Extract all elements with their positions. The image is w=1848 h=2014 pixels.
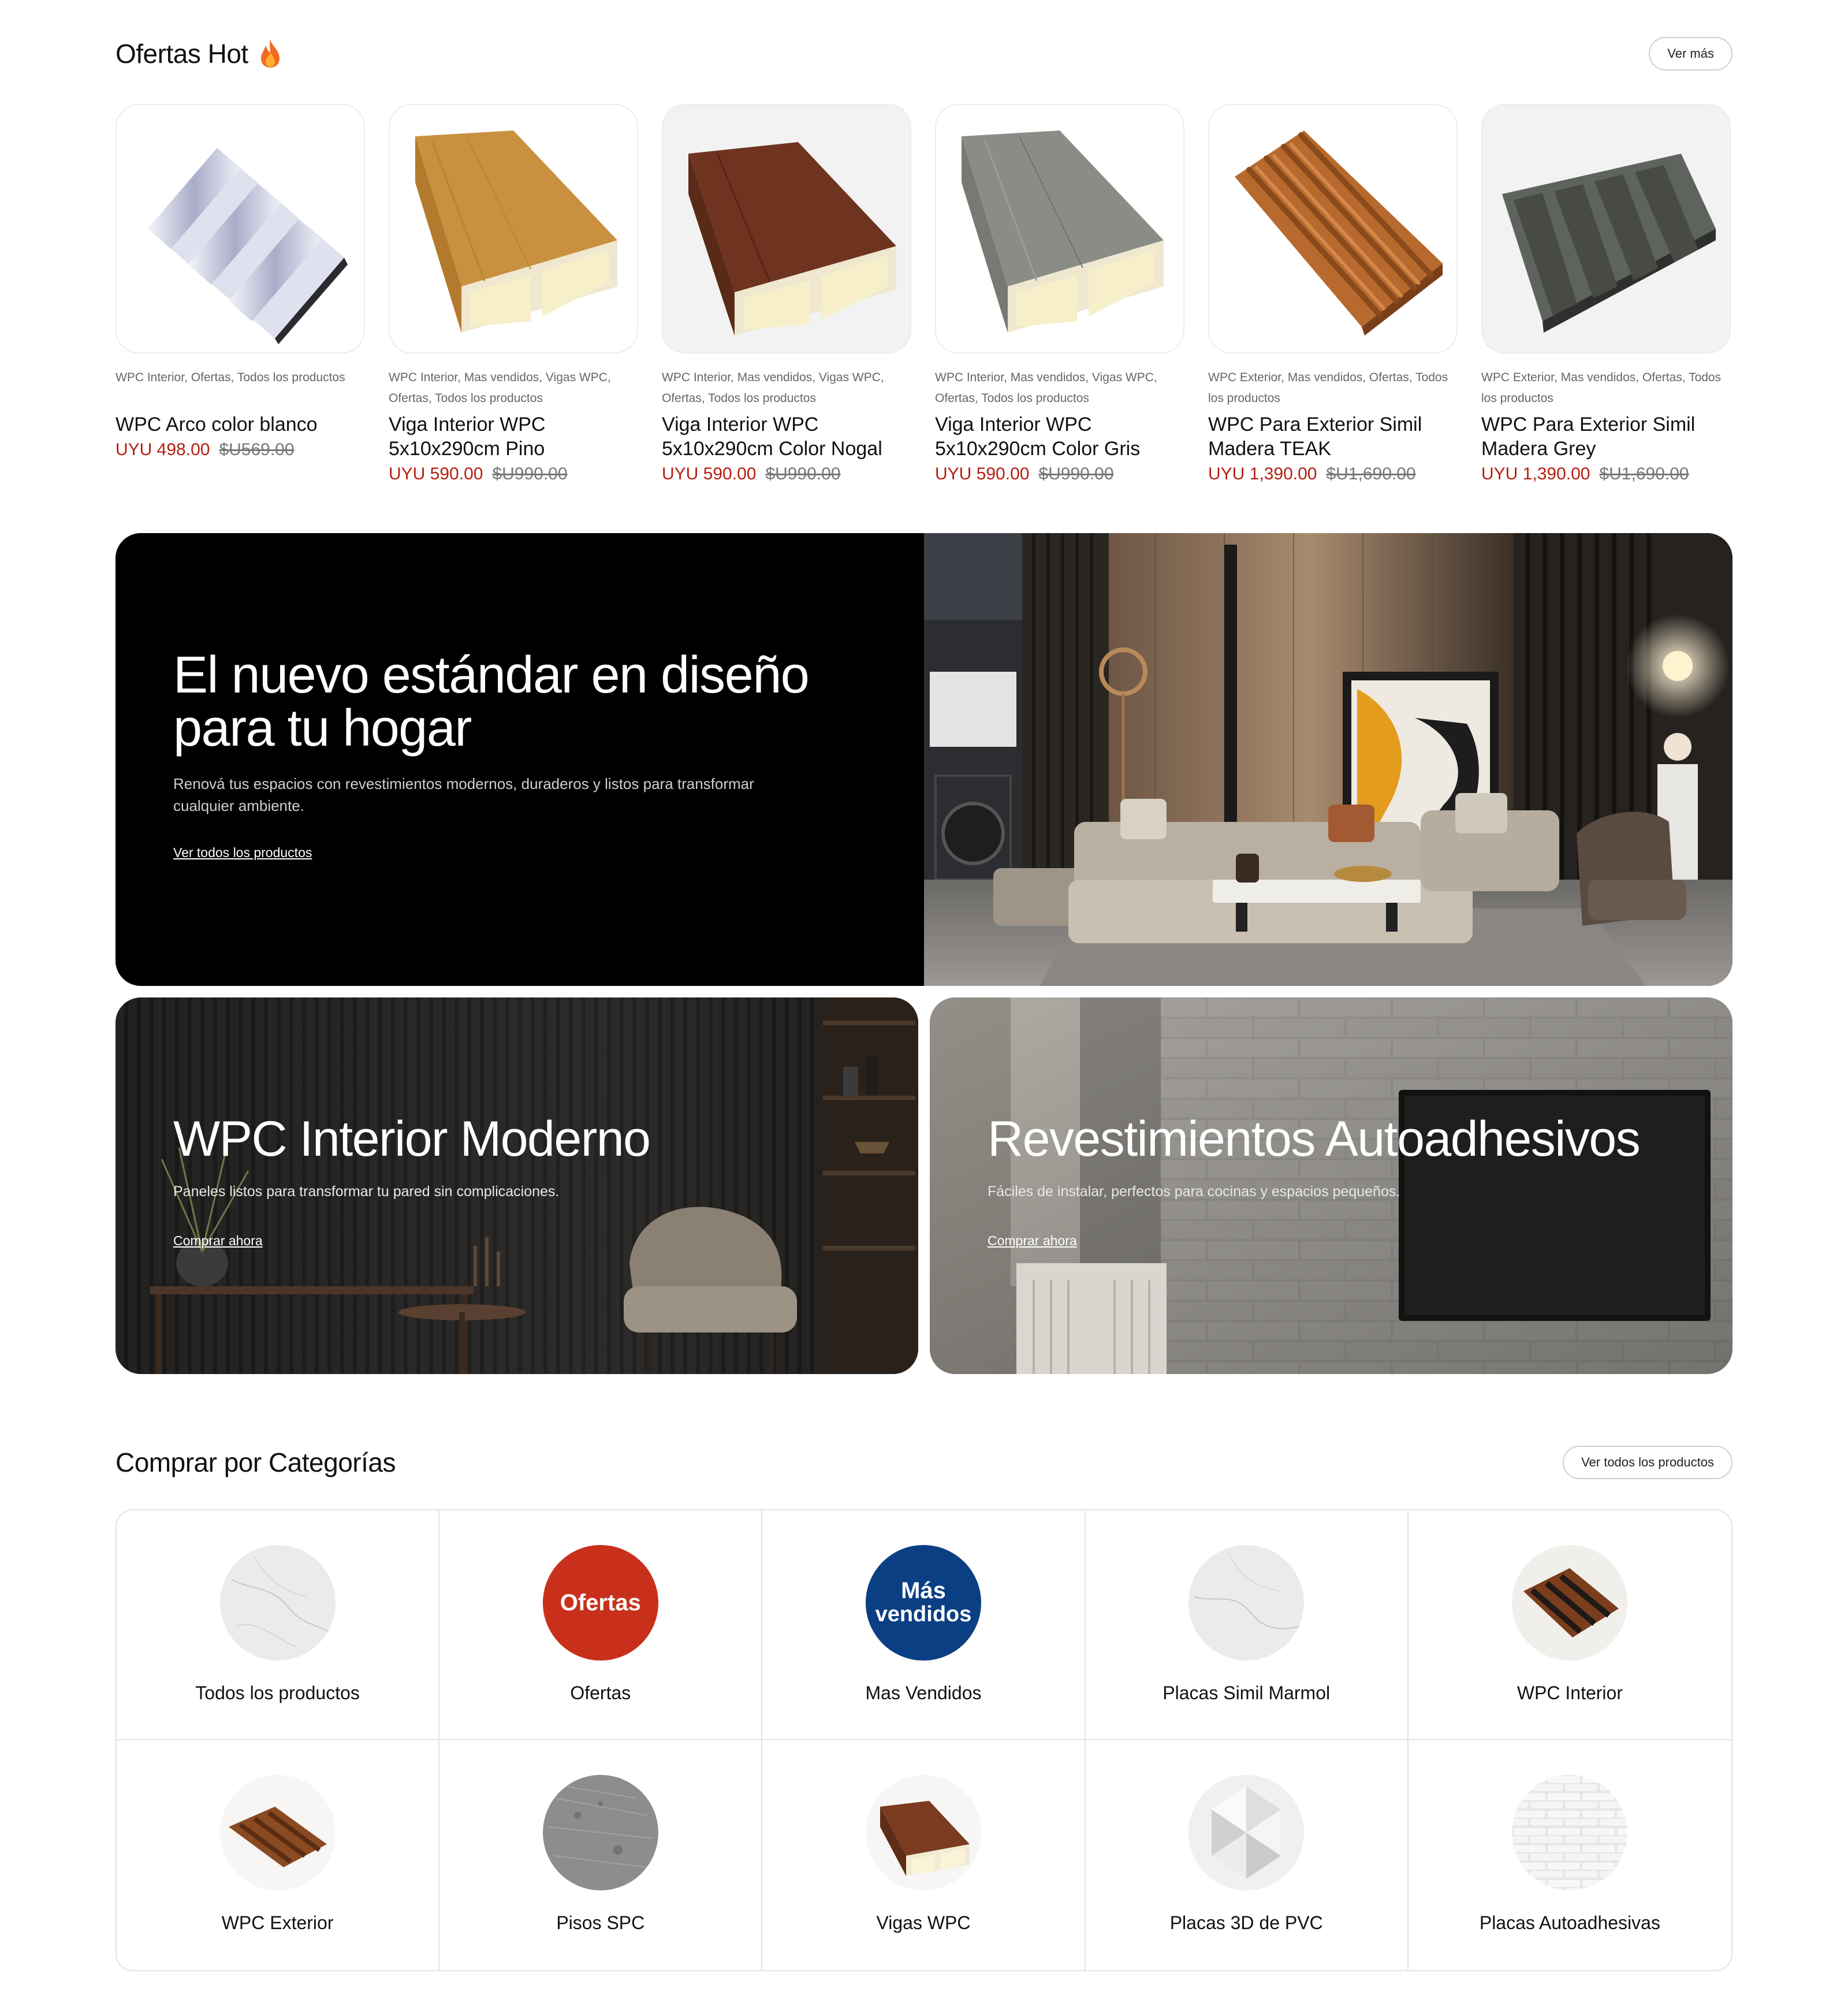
living-room-image bbox=[924, 533, 1732, 986]
category-image bbox=[1512, 1545, 1627, 1661]
original-price: $U1,690.00 bbox=[1599, 464, 1689, 483]
category-label: Placas Autoadhesivas bbox=[1479, 1912, 1660, 1933]
product-price bbox=[389, 462, 638, 486]
3d-geometric-panel-icon bbox=[1188, 1775, 1304, 1890]
category-image bbox=[543, 1775, 658, 1890]
category-label: Todos los productos bbox=[195, 1682, 360, 1703]
shop-now-link[interactable]: Comprar ahora bbox=[173, 1233, 263, 1248]
product-price bbox=[1208, 462, 1458, 486]
promo-subtitle: Paneles listos para transformar tu pared sin complicaciones. bbox=[173, 1183, 560, 1200]
category-label: Placas Simil Marmol bbox=[1163, 1682, 1331, 1703]
promo-title: WPC Interior Moderno bbox=[173, 1111, 650, 1167]
sale-price: UYU 590.00 bbox=[662, 464, 757, 483]
product-price bbox=[1481, 462, 1731, 486]
original-price: $U990.00 bbox=[492, 464, 568, 483]
mas-vendidos-badge-line2: vendidos bbox=[875, 1602, 972, 1626]
category-image bbox=[543, 1545, 658, 1661]
walnut-beam-icon bbox=[671, 113, 902, 344]
category-image bbox=[866, 1545, 981, 1661]
category-label: Mas Vendidos bbox=[865, 1682, 982, 1703]
grey-beam-icon bbox=[944, 113, 1175, 344]
original-price: $U1,690.00 bbox=[1326, 464, 1416, 483]
category-placas-autoadhesivas[interactable] bbox=[1409, 1740, 1731, 1970]
category-image bbox=[1188, 1545, 1304, 1661]
original-price: $U569.00 bbox=[219, 440, 295, 459]
category-image bbox=[1512, 1775, 1627, 1890]
beam-icon bbox=[866, 1775, 981, 1890]
category-image bbox=[1188, 1775, 1304, 1890]
hero-subtitle: Renová tus espacios con revestimientos modernos, duraderos y listos para transformar cualquier ambiente. bbox=[173, 775, 754, 814]
white-brick-icon bbox=[1512, 1775, 1627, 1890]
category-label: Placas 3D de PVC bbox=[1169, 1912, 1323, 1933]
product-categories: WPC Exterior, Mas vendidos, Ofertas, Todos los productos bbox=[1208, 371, 1448, 405]
hero-text-panel bbox=[116, 533, 924, 986]
category-label: Pisos SPC bbox=[556, 1912, 645, 1933]
view-more-button[interactable]: Ver más bbox=[1649, 37, 1732, 70]
product-categories: WPC Interior, Mas vendidos, Vigas WPC, Ofertas, Todos los productos bbox=[389, 371, 611, 405]
wpc-exterior-panel-icon bbox=[220, 1775, 336, 1890]
product-card[interactable] bbox=[1481, 104, 1731, 486]
product-image[interactable] bbox=[662, 104, 911, 353]
category-placas-3d-pvc[interactable] bbox=[1086, 1740, 1409, 1970]
product-name[interactable]: WPC Para Exterior Simil Madera Grey bbox=[1481, 414, 1696, 460]
promo-card-wpc-interior[interactable] bbox=[116, 997, 918, 1374]
mas-vendidos-badge-line1: Más bbox=[901, 1578, 946, 1603]
category-wpc-exterior[interactable] bbox=[117, 1740, 439, 1970]
category-pisos-spc[interactable] bbox=[439, 1740, 762, 1970]
category-label: Ofertas bbox=[570, 1682, 631, 1703]
product-card[interactable] bbox=[662, 104, 911, 486]
sale-price: UYU 1,390.00 bbox=[1481, 464, 1590, 483]
category-label: WPC Exterior bbox=[221, 1912, 334, 1933]
category-placas-simil-marmol[interactable] bbox=[1086, 1510, 1409, 1740]
category-mas-vendidos[interactable] bbox=[762, 1510, 1085, 1740]
shop-now-link[interactable]: Comprar ahora bbox=[988, 1233, 1077, 1248]
product-card[interactable] bbox=[116, 104, 365, 486]
category-label: WPC Interior bbox=[1517, 1682, 1623, 1703]
categories-title: Comprar por Categorías bbox=[116, 1447, 396, 1477]
sale-price: UYU 590.00 bbox=[935, 464, 1030, 483]
ofertas-badge-text: Ofertas bbox=[560, 1589, 641, 1615]
wpc-interior-panel-icon bbox=[1512, 1545, 1627, 1661]
product-name[interactable]: WPC Arco color blanco bbox=[116, 414, 318, 435]
hot-offers-header bbox=[116, 37, 1732, 70]
view-all-products-button[interactable]: Ver todos los productos bbox=[1563, 1446, 1732, 1479]
product-name[interactable]: Viga Interior WPC 5x10x290cm Pino bbox=[389, 414, 546, 460]
product-categories: WPC Interior, Mas vendidos, Vigas WPC, Ofertas, Todos los productos bbox=[662, 371, 884, 405]
category-wpc-interior[interactable] bbox=[1409, 1510, 1731, 1740]
sale-price: UYU 1,390.00 bbox=[1208, 464, 1317, 483]
product-price bbox=[935, 462, 1184, 486]
view-all-products-link[interactable]: Ver todos los productos bbox=[173, 845, 312, 860]
hero-title: El nuevo estándar en diseño para tu hogar bbox=[173, 646, 809, 757]
product-image[interactable] bbox=[116, 104, 365, 353]
product-categories: WPC Exterior, Mas vendidos, Ofertas, Todos los productos bbox=[1481, 371, 1722, 405]
category-image bbox=[220, 1545, 336, 1661]
product-name[interactable]: Viga Interior WPC 5x10x290cm Color Gris bbox=[935, 414, 1141, 460]
pine-beam-icon bbox=[398, 113, 629, 344]
original-price: $U990.00 bbox=[1038, 464, 1114, 483]
fire-icon bbox=[259, 39, 282, 69]
product-image[interactable] bbox=[1481, 104, 1731, 353]
hot-offers-title: Ofertas Hot bbox=[116, 38, 282, 69]
categories-grid bbox=[116, 1509, 1732, 1971]
product-image[interactable] bbox=[935, 104, 1184, 353]
hot-offers-product-list bbox=[116, 104, 1732, 486]
product-image[interactable] bbox=[389, 104, 638, 353]
categories-header bbox=[116, 1446, 1732, 1479]
marble-icon bbox=[1188, 1545, 1304, 1661]
product-name[interactable]: Viga Interior WPC 5x10x290cm Color Nogal bbox=[662, 414, 882, 460]
product-image[interactable] bbox=[1208, 104, 1458, 353]
grey-slat-panel-icon bbox=[1491, 113, 1722, 344]
sale-price: UYU 590.00 bbox=[389, 464, 483, 483]
product-card[interactable] bbox=[1208, 104, 1458, 486]
category-image bbox=[220, 1775, 336, 1890]
white-arc-panel-icon bbox=[125, 113, 356, 344]
category-label: Vigas WPC bbox=[876, 1912, 971, 1933]
product-card[interactable] bbox=[389, 104, 638, 486]
stone-texture-icon bbox=[543, 1775, 658, 1890]
product-categories: WPC Interior, Mas vendidos, Vigas WPC, Ofertas, Todos los productos bbox=[935, 371, 1157, 405]
sale-price: UYU 498.00 bbox=[116, 440, 210, 459]
product-price bbox=[662, 462, 911, 486]
product-name[interactable]: WPC Para Exterior Simil Madera TEAK bbox=[1208, 414, 1422, 460]
promo-subtitle: Fáciles de instalar, perfectos para cocinas y espacios pequeños. bbox=[988, 1183, 1400, 1200]
product-categories: WPC Interior, Ofertas, Todos los productos bbox=[116, 371, 345, 384]
category-ofertas[interactable] bbox=[439, 1510, 762, 1740]
category-vigas-wpc[interactable] bbox=[762, 1740, 1085, 1970]
category-image bbox=[866, 1775, 981, 1890]
teak-slat-panel-icon bbox=[1217, 113, 1448, 344]
promo-card-self-adhesive[interactable] bbox=[930, 997, 1732, 1374]
product-card[interactable] bbox=[935, 104, 1184, 486]
promo-title: Revestimientos Autoadhesivos bbox=[988, 1111, 1640, 1167]
original-price: $U990.00 bbox=[765, 464, 841, 483]
category-all-products[interactable] bbox=[117, 1510, 439, 1740]
product-price bbox=[116, 438, 365, 462]
marble-icon bbox=[220, 1545, 336, 1661]
hero-banner bbox=[116, 533, 1732, 986]
